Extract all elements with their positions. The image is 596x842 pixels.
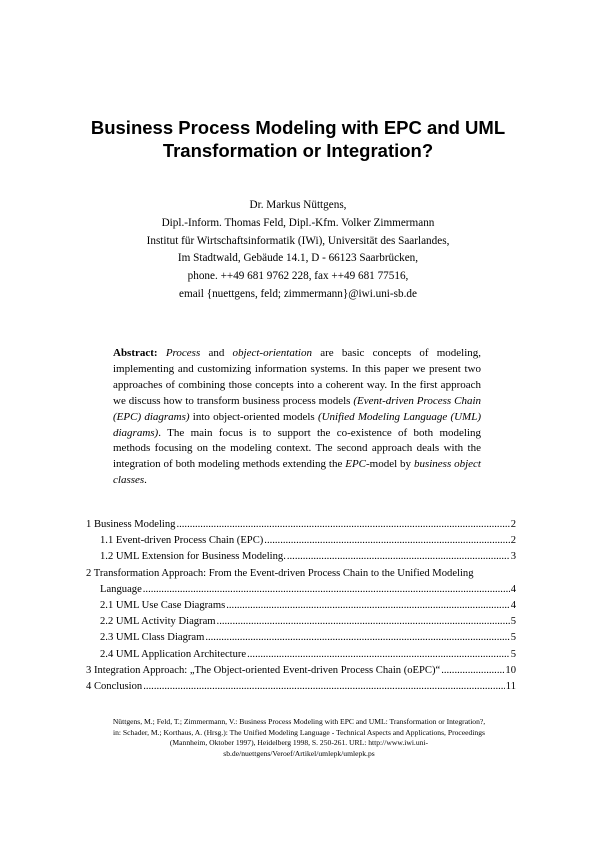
toc-entry-title: 4 Conclusion (86, 680, 143, 692)
abstract-text: -model by (366, 458, 414, 471)
affiliation-line: Institut für Wirtschaftsinformatik (IWi), Universität des Saarlandes, (146, 234, 450, 247)
toc-leader-dots (143, 582, 510, 598)
footnote-line: in: Schader, M.; Korthaus, A. (Hrsg.): The Unified Modeling Language - Technical Aspects and Applications, Proceedings (113, 727, 485, 737)
abstract-text: . (144, 474, 147, 487)
toc-entry[interactable] (86, 533, 516, 549)
abstract-text: . The main focus is to support the co-existence of both modeling methods focusing on the modeling context. The second approach deals with the integration of both modeling methods extending the (113, 426, 481, 471)
paper-title (60, 116, 536, 162)
toc-page-number: 5 (510, 648, 516, 660)
toc-leader-dots (143, 679, 505, 695)
author-block (80, 197, 516, 304)
toc-page-number: 4 (510, 599, 516, 611)
toc-leader-dots (264, 533, 509, 549)
toc-entry-title: 2.2 UML Activity Diagram (100, 616, 216, 628)
title-line-1: Business Process Modeling with EPC and UML (90, 117, 506, 138)
author-line: Dipl.-Inform. Thomas Feld, Dipl.-Kfm. Volker Zimmermann (161, 216, 435, 229)
author-line: Dr. Markus Nüttgens, (249, 199, 347, 211)
phone-line: phone. ++49 681 9762 228, fax ++49 681 77516, (187, 270, 409, 283)
footnote-line: Nüttgens, M.; Feld, T.; Zimmermann, V.: Business Process Modeling with EPC and UML: Transformation or Integration?, (112, 717, 486, 726)
toc-entry[interactable] (86, 549, 516, 565)
toc-page-number: 5 (510, 616, 516, 628)
toc-entry-title: 2.3 UML Class Diagram (100, 632, 205, 644)
toc-entry[interactable] (86, 566, 516, 598)
toc-page-number: 4 (510, 583, 516, 595)
abstract-text: and (200, 347, 233, 359)
toc-entry[interactable] (86, 679, 516, 695)
toc-page-number: 2 (510, 535, 516, 547)
toc-entry-title: 1 Business Modeling (86, 519, 176, 530)
abstract-term: (Unified Modeling Language (UML) diagrams) (113, 410, 482, 439)
toc-leader-dots (441, 663, 504, 679)
toc-entry-title: 2.4 UML Application Architecture (100, 648, 247, 660)
toc-entry[interactable] (86, 663, 516, 679)
citation-footnote (84, 717, 514, 759)
toc-page-number: 11 (505, 680, 516, 692)
toc-entry-title: 1.1 Event-driven Process Chain (EPC) (100, 535, 264, 547)
toc-leader-dots (205, 630, 509, 646)
toc-leader-dots (226, 598, 509, 614)
abstract-term: Process (165, 347, 201, 359)
toc-leader-dots (287, 549, 510, 565)
abstract (113, 346, 481, 489)
abstract-term: business object classes (113, 458, 481, 487)
toc-entry-title: 2.1 UML Use Case Diagrams (100, 599, 226, 611)
address-line: Im Stadtwald, Gebäude 14.1, D - 66123 Saarbrücken, (177, 252, 419, 265)
email-line: email {nuettgens, feld; zimmermann}@iwi.uni-sb.de (179, 287, 417, 300)
toc-entry[interactable] (86, 517, 516, 533)
toc-leader-dots (217, 614, 510, 630)
toc-entry-title-continued: Language (100, 583, 142, 595)
abstract-label: Abstract: (113, 347, 158, 359)
abstract-text: are basic concepts of modeling, implementing and customizing information systems. In this paper we present two approaches of combining those concepts into a coherent way. In the first approach we discuss how to transform business process models (113, 347, 481, 407)
toc-page-number: 10 (505, 664, 516, 676)
toc-entry[interactable] (86, 598, 516, 614)
table-of-contents (86, 517, 516, 695)
footnote-line: sb.de/nuettgens/Veroef/Artikel/umlepk/umlepk.ps (223, 748, 375, 758)
toc-entry[interactable] (86, 614, 516, 630)
abstract-text: into object-oriented models (189, 410, 318, 423)
toc-page-number: 3 (510, 551, 516, 563)
title-line-2: Transformation or Integration? (162, 140, 434, 161)
toc-leader-dots (247, 647, 510, 663)
footnote-line: (Mannheim, Oktober 1997), Heidelberg 1998, S. 250-261. URL: http://www.iwi.uni- (169, 738, 429, 748)
toc-entry[interactable] (86, 630, 516, 646)
toc-leader-dots (176, 517, 509, 533)
toc-page-number: 5 (510, 632, 516, 644)
toc-entry[interactable] (86, 647, 516, 663)
toc-page-number: 2 (510, 519, 516, 530)
toc-entry-title: 3 Integration Approach: „The Object-oriented Event-driven Process Chain (oEPC)“ (86, 664, 441, 676)
toc-entry-title: 2 Transformation Approach: From the Event-driven Process Chain to the Unified Modeling (86, 567, 474, 579)
abstract-term: object-orientation (232, 347, 312, 359)
abstract-term: EPC (345, 458, 366, 471)
abstract-term: (Event-driven Process Chain (EPC) diagrams) (113, 394, 481, 423)
toc-entry-continuation (86, 582, 516, 598)
toc-entry-title: 1.2 UML Extension for Business Modeling. (100, 551, 286, 563)
